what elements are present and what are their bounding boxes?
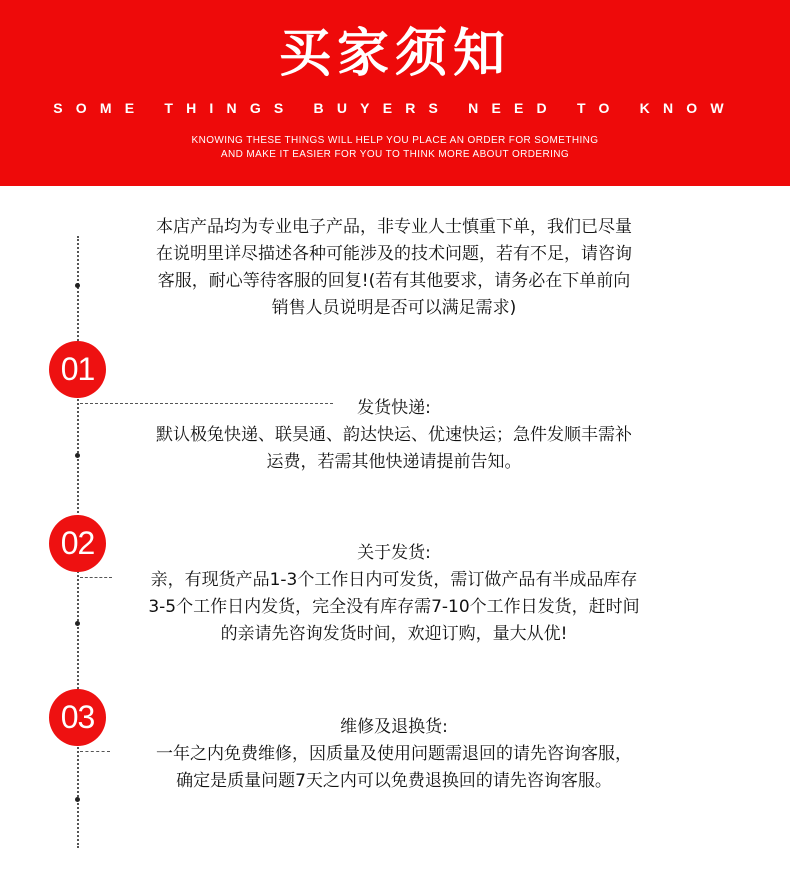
header-banner [0,0,790,186]
page-title: 买家须知 [278,24,511,84]
section-line: 默认极兔快递、联昊通、韵达快运、优速快运；急件发顺丰需补 [156,425,632,445]
connector-line [80,751,110,752]
intro-paragraph [114,214,674,322]
section-number-badge: 02 [49,515,106,572]
section-line: 3-5个工作日内发货，完全没有库存需7-10个工作日发货，赶时间 [148,597,640,617]
section-line: 确定是质量问题7天之内可以免费退换回的请先咨询客服。 [176,771,612,791]
section-line: 运费，若需其他快递请提前告知。 [266,452,522,472]
banner-description [0,134,790,162]
timeline-dot [75,797,80,802]
timeline-dot [75,453,80,458]
banner-description-line-2: AND MAKE IT EASIER FOR YOU TO THINK MORE ABOUT ORDERING [220,149,570,160]
intro-line: 销售人员说明是否可以满足需求) [271,298,517,318]
section-number-badge: 03 [49,689,106,746]
section-line: 亲，有现货产品1-3个工作日内可发货，需订做产品有半成品库存 [150,570,638,590]
timeline-dot [75,283,80,288]
section-heading: 维修及退换货: [340,717,448,737]
section-heading: 关于发货: [357,543,431,563]
shipping-courier-section [114,395,674,476]
section-line: 一年之内免费维修，因质量及使用问题需退回的请先咨询客服， [156,744,632,764]
repair-returns-section [114,714,674,795]
connector-line [80,577,112,578]
intro-line: 在说明里详尽描述各种可能涉及的技术问题，若有不足，请咨询 [156,244,632,264]
intro-line: 本店产品均为专业电子产品，非专业人士慎重下单，我们已尽量 [156,217,632,237]
banner-description-line-1: KNOWING THESE THINGS WILL HELP YOU PLACE AN ORDER FOR SOMETHING [191,135,599,146]
shipping-time-section [114,540,674,648]
section-number-badge: 01 [49,341,106,398]
page-subtitle: SOME THINGS BUYERS NEED TO KNOW [53,100,737,116]
section-heading: 发货快递: [357,398,431,418]
intro-line: 客服，耐心等待客服的回复!(若有其他要求，请务必在下单前向 [157,271,631,291]
section-line: 的亲请先咨询发货时间，欢迎订购，量大从优! [220,624,568,644]
timeline-dot [75,621,80,626]
